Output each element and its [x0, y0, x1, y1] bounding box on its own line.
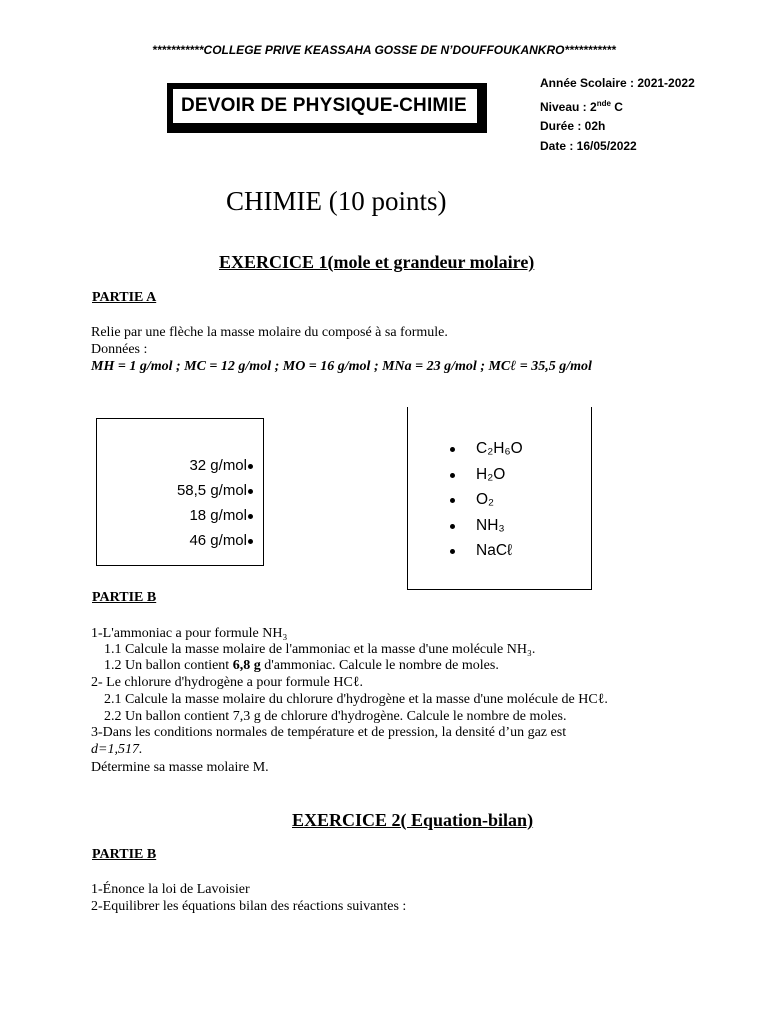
exercise2-q1: 1-Énonce la loi de Lavoisier — [91, 882, 250, 897]
formula-item: H₂O — [408, 462, 591, 488]
partB-q3-end: Détermine sa masse molaire M. — [91, 760, 269, 775]
exercise2-part-label: PARTIE B — [92, 847, 157, 862]
partB-q2-2: 2.2 Un ballon contient 7,3 g de chlorure d'hydrogène. Calcule le nombre de moles. — [104, 709, 567, 724]
duration: Durée : 02h — [540, 119, 606, 133]
exam-date: Date : 16/05/2022 — [540, 138, 637, 153]
dot-icon — [248, 464, 253, 469]
partB-q1: 1-L'ammoniac a pour formule NH₃ — [91, 626, 288, 641]
school-header: ***********COLLEGE PRIVE KEASSAHA GOSSE DE N’DOUFFOUKANKRO*********** — [152, 43, 616, 57]
molar-mass-box — [96, 418, 264, 566]
partB-label: PARTIE B — [92, 590, 157, 605]
bullet-icon — [450, 524, 455, 529]
partB-q1-1: 1.1 Calcule la masse molaire de l'ammoniac et la masse d'une molécule NH₃. — [104, 642, 536, 657]
bullet-icon — [450, 447, 455, 452]
level: Niveau : 2nde C — [540, 98, 623, 114]
section-title: CHIMIE (10 points) — [226, 186, 447, 216]
formula-item: O₂ — [408, 487, 591, 513]
partA-label: PARTIE A — [92, 290, 157, 305]
partB-q1-2: 1.2 Un ballon contient 6,8 g d'ammoniac. Calcule le nombre de moles. — [104, 658, 499, 673]
mass-item: 18 g/mol — [97, 503, 263, 528]
mass-item: 58,5 g/mol — [97, 478, 263, 503]
partB-q2-1: 2.1 Calcule la masse molaire du chlorure d'hydrogène et la masse d'une molécule de HCℓ. — [104, 692, 608, 707]
exercise2-title: EXERCICE 2( Equation-bilan) — [292, 810, 534, 830]
partB-q2: 2- Le chlorure d'hydrogène a pour formule HCℓ. — [91, 675, 364, 690]
partB-q3-density: d=1,517. — [91, 742, 143, 757]
donnees-values: MH = 1 g/mol ; MC = 12 g/mol ; MO = 16 g/mol ; MNa = 23 g/mol ; MCℓ = 35,5 g/mol — [91, 359, 592, 374]
exercise1-title: EXERCICE 1(mole et grandeur molaire) — [219, 252, 535, 272]
bullet-icon — [450, 473, 455, 478]
mass-item: 32 g/mol — [97, 453, 263, 478]
exam-meta — [540, 74, 695, 156]
dot-icon — [248, 539, 253, 544]
dot-icon — [248, 514, 253, 519]
formula-item: NaCℓ — [408, 538, 591, 564]
donnees-label: Données : — [91, 342, 148, 357]
formula-box — [407, 407, 592, 590]
bullet-icon — [450, 498, 455, 503]
dot-icon — [248, 489, 253, 494]
formula-item: NH₃ — [408, 513, 591, 539]
exam-title: DEVOIR DE PHYSIQUE-CHIMIE — [181, 95, 467, 116]
bullet-icon — [450, 549, 455, 554]
exam-title-box — [167, 83, 487, 133]
mass-item: 46 g/mol — [97, 528, 263, 553]
formula-item: C₂H₆O — [408, 436, 591, 462]
partA-instruction: Relie par une flèche la masse molaire du composé à sa formule. — [91, 325, 448, 340]
exercise2-q2: 2-Equilibrer les équations bilan des réactions suivantes : — [91, 899, 407, 914]
school-year: Année Scolaire : 2021-2022 — [540, 76, 695, 90]
partB-q3: 3-Dans les conditions normales de température et de pression, la densité d’un gaz est — [91, 725, 567, 740]
